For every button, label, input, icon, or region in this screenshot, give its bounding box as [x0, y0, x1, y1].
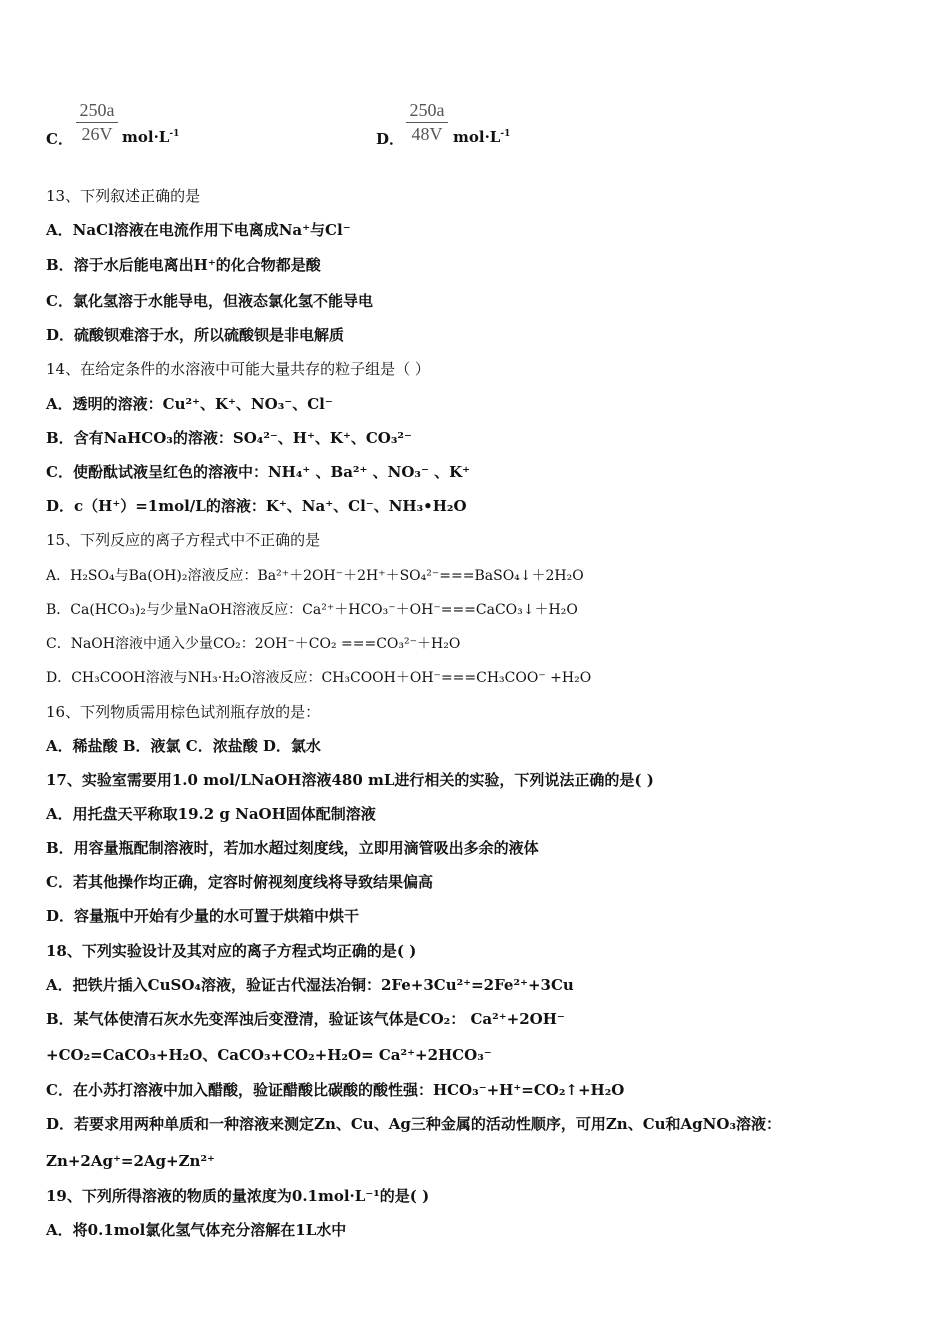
q15-option-c: C．NaOH溶液中通入少量CO₂：2OH⁻＋CO₂ ===CO₃²⁻＋H₂O: [46, 636, 461, 652]
q19-option-a: A．将0.1mol氯化氢气体充分溶解在1L水中: [46, 1221, 347, 1239]
q17-stem: 17、实验室需要用1.0 mol/LNaOH溶液480 mL进行相关的实验，下列说法正确的是( ): [46, 771, 654, 789]
q18-option-c: C．在小苏打溶液中加入醋酸，验证醋酸比碳酸的酸性强：HCO₃⁻+H⁺=CO₂↑+H₂O: [46, 1081, 625, 1099]
option-d-label: D．: [376, 130, 405, 148]
unit-text: mol·L: [122, 128, 170, 146]
q14-option-c: C．使酚酞试液呈红色的溶液中：NH₄⁺ 、Ba²⁺ 、NO₃⁻ 、K⁺: [46, 463, 471, 481]
q18-option-d-line2: Zn+2Ag⁺=2Ag+Zn²⁺: [46, 1152, 215, 1170]
q18-option-d-line1: D．若要求用两种单质和一种溶液来测定Zn、Cu、Ag三种金属的活动性顺序，可用Zn、Cu和AgNO₃溶液：: [46, 1115, 782, 1133]
unit-text: mol·L: [453, 128, 501, 146]
fraction-numerator: 250a: [409, 100, 445, 120]
fraction-bar: [406, 122, 448, 123]
q13-option-c: C．氯化氢溶于水能导电，但液态氯化氢不能导电: [46, 292, 373, 310]
q16-options: A．稀盐酸 B．液氯 C．浓盐酸 D．氯水: [46, 737, 321, 755]
q15-stem: 15、下列反应的离子方程式中不正确的是: [46, 531, 321, 549]
q13-option-b: B．溶于水后能电离出H⁺的化合物都是酸: [46, 256, 321, 274]
option-d-fraction: [406, 100, 448, 145]
q17-option-a: A．用托盘天平称取19.2 g NaOH固体配制溶液: [46, 805, 376, 823]
q18-option-a: A．把铁片插入CuSO₄溶液，验证古代湿法冶铜：2Fe+3Cu²⁺=2Fe²⁺+3Cu: [46, 976, 574, 994]
q17-option-b: B．用容量瓶配制溶液时，若加水超过刻度线，立即用滴管吸出多余的液体: [46, 839, 539, 857]
q14-option-d: D．c（H⁺）=1mol/L的溶液：K⁺、Na⁺、Cl⁻、NH₃•H₂O: [46, 497, 467, 515]
q13-option-d: D．硫酸钡难溶于水，所以硫酸钡是非电解质: [46, 326, 345, 344]
q18-option-b-line2: +CO₂=CaCO₃+H₂O、CaCO₃+CO₂+H₂O= Ca²⁺+2HCO₃⁻: [46, 1046, 492, 1064]
q16-stem: 16、下列物质需用棕色试剂瓶存放的是：: [46, 703, 321, 721]
q15-option-a: A．H₂SO₄与Ba(OH)₂溶液反应：Ba²⁺＋2OH⁻＋2H⁺＋SO₄²⁻===BaSO₄↓＋2H₂O: [46, 568, 584, 584]
option-c-fraction: [76, 100, 118, 145]
option-c-label: C．: [46, 130, 73, 148]
q18-stem: 18、下列实验设计及其对应的离子方程式均正确的是( ): [46, 942, 417, 960]
q14-option-b: B．含有NaHCO₃的溶液：SO₄²⁻、H⁺、K⁺、CO₃²⁻: [46, 429, 412, 447]
q17-option-d: D．容量瓶中开始有少量的水可置于烘箱中烘干: [46, 907, 360, 925]
q19-stem: 19、下列所得溶液的物质的量浓度为0.1mol·L⁻¹的是( ): [46, 1187, 430, 1205]
fraction-bar: [76, 122, 118, 123]
q14-option-a: A．透明的溶液：Cu²⁺、K⁺、NO₃⁻、Cl⁻: [46, 395, 333, 413]
q15-option-d: D．CH₃COOH溶液与NH₃·H₂O溶液反应：CH₃COOH＋OH⁻===CH₃COO⁻ +H₂O: [46, 670, 592, 686]
fraction-denominator: 26V: [81, 124, 113, 144]
q13-stem: 13、下列叙述正确的是: [46, 187, 201, 205]
unit-exponent: -1: [500, 129, 511, 139]
fraction-numerator: 250a: [79, 100, 115, 120]
q14-stem: 14、在给定条件的水溶液中可能大量共存的粒子组是（ ）: [46, 360, 430, 378]
q17-option-c: C．若其他操作均正确，定容时俯视刻度线将导致结果偏高: [46, 873, 433, 891]
q13-option-a: A．NaCl溶液在电流作用下电离成Na⁺与Cl⁻: [46, 221, 351, 239]
fraction-denominator: 48V: [411, 124, 443, 144]
option-d-unit: [453, 128, 510, 146]
q18-option-b-line1: B．某气体使清石灰水先变浑浊后变澄清，验证该气体是CO₂： Ca²⁺+2OH⁻: [46, 1010, 565, 1028]
unit-exponent: -1: [169, 129, 180, 139]
q15-option-b: B．Ca(HCO₃)₂与少量NaOH溶液反应：Ca²⁺＋HCO₃⁻＋OH⁻===CaCO₃↓＋H₂O: [46, 602, 578, 618]
option-c-unit: [122, 128, 179, 146]
